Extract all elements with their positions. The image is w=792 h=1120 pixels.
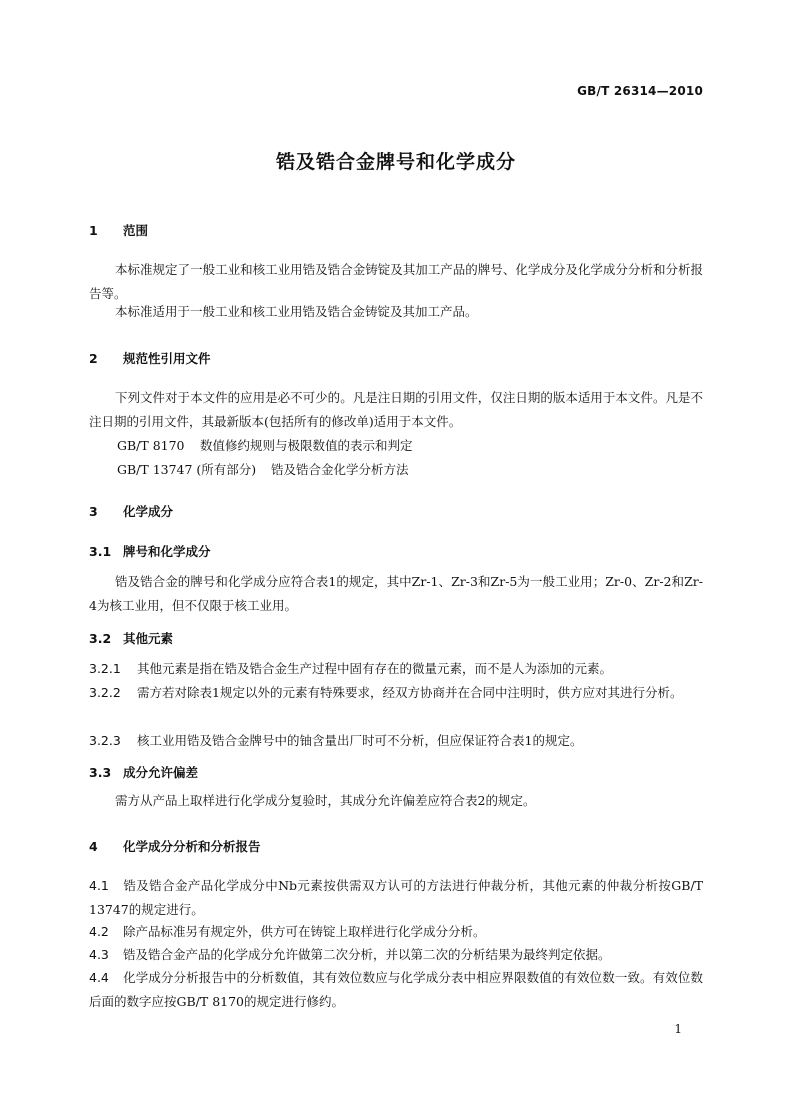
- reference-item: [117, 436, 413, 454]
- section-1-paragraph-1: 本标准规定了一般工业和核工业用锆及锆合金铸锭及其加工产品的牌号、化学成分及化学成分分析和分析报告等。: [89, 262, 703, 301]
- section-1-paragraph-2: 本标准适用于一般工业和核工业用锆及锆合金铸锭及其加工产品。: [115, 304, 478, 319]
- clause-number: 3.2.2: [89, 685, 121, 700]
- section-3-3-paragraph: 需方从产品上取样进行化学成分复验时，其成分允许偏差应符合表2的规定。: [115, 793, 536, 808]
- clause-4-1: [89, 874, 703, 922]
- clause-4-3: [89, 943, 703, 967]
- clause-number: 3.2.3: [89, 733, 121, 748]
- section-number: 2: [89, 351, 98, 366]
- section-title: 规范性引用文件: [123, 351, 211, 366]
- section-2-paragraph-1: 下列文件对于本文件的应用是必不可少的。凡是注日期的引用文件，仅注日期的版本适用于本文件。凡是不注日期的引用文件，其最新版本(包括所有的修改单)适用于本文件。: [89, 390, 703, 429]
- clause-3-2-1: [89, 657, 703, 681]
- clause-text: 需方若对除表1规定以外的元素有特殊要求，经双方协商并在合同中注明时，供方应对其进行分析。: [137, 685, 683, 700]
- section-title: 化学成分: [123, 504, 174, 519]
- clause-text: 锆及锆合金产品化学成分中Nb元素按供需双方认可的方法进行仲裁分析，其他元素的仲裁分析按GB/T 13747的规定进行。: [89, 878, 703, 917]
- section-number: 4: [89, 839, 98, 854]
- section-3-heading: [89, 502, 173, 520]
- section-3-1-paragraph: 锆及锆合金的牌号和化学成分应符合表1的规定，其中Zr-1、Zr-3和Zr-5为一般工业用；Zr-0、Zr-2和Zr-4为核工业用，但不仅限于核工业用。: [89, 574, 703, 613]
- subsection-number: 3.1: [89, 544, 112, 559]
- reference-code: GB/T 13747 (所有部分): [117, 462, 257, 477]
- reference-title: 数值修约规则与极限数值的表示和判定: [200, 438, 413, 453]
- section-3-2-heading: [89, 629, 173, 647]
- clause-number: 4.3: [89, 947, 109, 962]
- clause-4-2: [89, 920, 703, 944]
- section-number: 3: [89, 504, 98, 519]
- subsection-title: 牌号和化学成分: [123, 544, 211, 559]
- subsection-number: 3.3: [89, 765, 112, 780]
- subsection-title: 其他元素: [123, 631, 174, 646]
- reference-item: [117, 460, 409, 478]
- reference-title: 锆及锆合金化学分析方法: [271, 462, 409, 477]
- section-title: 化学成分分析和分析报告: [123, 839, 261, 854]
- clause-number: 4.2: [89, 924, 109, 939]
- clause-4-4: [89, 966, 703, 1014]
- section-2-heading: [89, 349, 211, 367]
- clause-text: 化学成分分析报告中的分析数值，其有效位数应与化学成分表中相应界限数值的有效位数一致。有效位数后面的数字应按GB/T 8170的规定进行修约。: [89, 970, 703, 1009]
- section-title: 范围: [123, 223, 149, 238]
- clause-3-2-3: [89, 729, 703, 753]
- clause-text: 核工业用锆及锆合金牌号中的铀含量出厂时可不分析，但应保证符合表1的规定。: [137, 733, 583, 748]
- document-title: 锆及锆合金牌号和化学成分: [275, 151, 516, 173]
- clause-text: 锆及锆合金产品的化学成分允许做第二次分析，并以第二次的分析结果为最终判定依据。: [123, 947, 611, 962]
- section-number: 1: [89, 223, 98, 238]
- section-4-heading: [89, 837, 261, 855]
- clause-text: 除产品标准另有规定外，供方可在铸锭上取样进行化学成分分析。: [123, 924, 486, 939]
- standard-code: GB/T 26314—2010: [577, 84, 703, 98]
- clause-3-2-2: [89, 681, 703, 705]
- clause-number: 4.1: [89, 878, 109, 893]
- clause-text: 其他元素是指在锆及锆合金生产过程中固有存在的微量元素，而不是人为添加的元素。: [137, 661, 613, 676]
- section-1-heading: [89, 221, 148, 239]
- subsection-number: 3.2: [89, 631, 112, 646]
- section-3-1-heading: [89, 542, 211, 560]
- section-3-3-heading: [89, 763, 198, 781]
- clause-number: 3.2.1: [89, 661, 121, 676]
- page-number: 1: [674, 1022, 682, 1036]
- subsection-title: 成分允许偏差: [123, 765, 199, 780]
- clause-number: 4.4: [89, 970, 109, 985]
- reference-code: GB/T 8170: [117, 438, 185, 453]
